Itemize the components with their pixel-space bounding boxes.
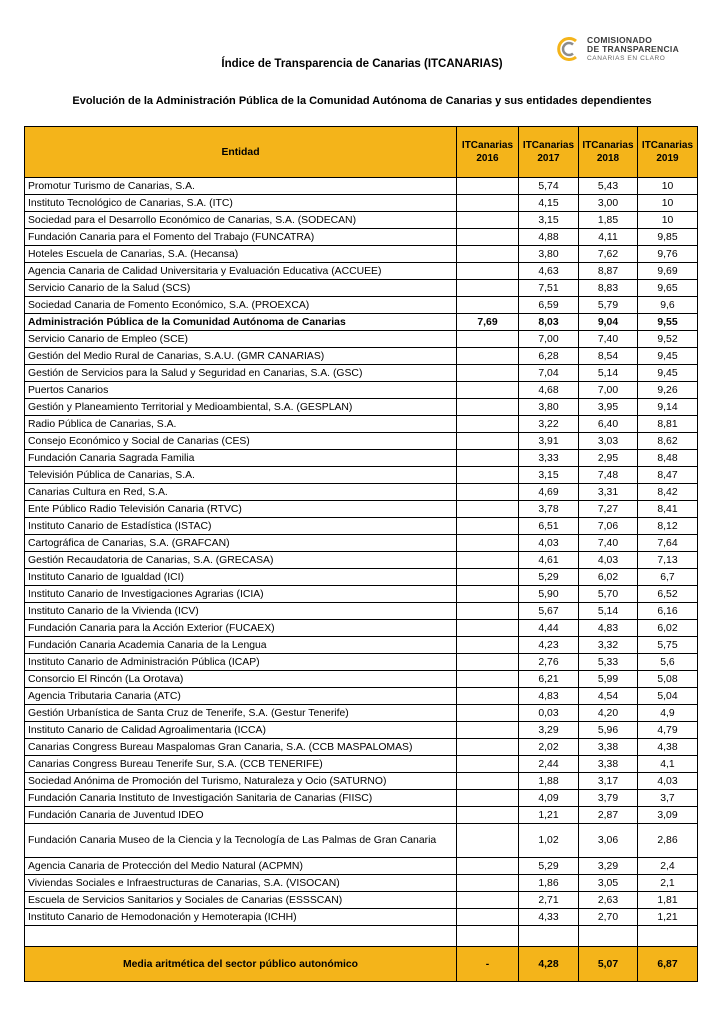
score-2017-cell: 5,29 xyxy=(519,858,579,875)
table-row xyxy=(25,569,698,586)
score-2017-cell: 5,90 xyxy=(519,586,579,603)
score-2018-cell: 3,17 xyxy=(579,773,638,790)
score-2018-cell: 7,00 xyxy=(579,382,638,399)
score-2018-cell: 7,48 xyxy=(579,467,638,484)
score-2019-cell: 9,45 xyxy=(638,365,698,382)
score-2019-cell: 9,45 xyxy=(638,348,698,365)
score-2018-cell: 4,11 xyxy=(579,229,638,246)
entity-cell: Canarias Congress Bureau Maspalomas Gran Canaria, S.A. (CCB MASPALOMAS) xyxy=(25,739,457,756)
column-header-2019 xyxy=(638,127,698,178)
score-2019-cell: 6,52 xyxy=(638,586,698,603)
entity-cell: Gestión Urbanística de Santa Cruz de Tenerife, S.A. (Gestur Tenerife) xyxy=(25,705,457,722)
score-2018-cell: 4,83 xyxy=(579,620,638,637)
entity-cell: Canarias Cultura en Red, S.A. xyxy=(25,484,457,501)
table-row xyxy=(25,246,698,263)
score-2018-cell: 6,02 xyxy=(579,569,638,586)
score-2019-cell: 8,47 xyxy=(638,467,698,484)
score-2018-cell: 2,95 xyxy=(579,450,638,467)
score-2018-cell: 5,70 xyxy=(579,586,638,603)
entity-cell: Sociedad Canaria de Fomento Económico, S.A. (PROEXCA) xyxy=(25,297,457,314)
score-2016-cell xyxy=(457,671,519,688)
table-row xyxy=(25,705,698,722)
score-2018-cell: 7,27 xyxy=(579,501,638,518)
score-2018-cell: 7,40 xyxy=(579,331,638,348)
score-2019-cell: 4,79 xyxy=(638,722,698,739)
score-2019-cell: 9,85 xyxy=(638,229,698,246)
entity-cell: Instituto Canario de Investigaciones Agrarias (ICIA) xyxy=(25,586,457,603)
score-2017-cell: 3,80 xyxy=(519,246,579,263)
table-row xyxy=(25,637,698,654)
footer-2019: 6,87 xyxy=(638,947,698,982)
score-2019-cell: 6,7 xyxy=(638,569,698,586)
entity-cell: Gestión y Planeamiento Territorial y Medioambiental, S.A. (GESPLAN) xyxy=(25,399,457,416)
score-2016-cell xyxy=(457,348,519,365)
score-2017-cell: 7,00 xyxy=(519,331,579,348)
score-2018-cell: 3,29 xyxy=(579,858,638,875)
spacer-cell xyxy=(25,926,457,947)
entity-cell: Radio Pública de Canarias, S.A. xyxy=(25,416,457,433)
score-2016-cell xyxy=(457,484,519,501)
score-2019-cell: 6,02 xyxy=(638,620,698,637)
score-2018-cell: 6,40 xyxy=(579,416,638,433)
entity-cell: Consejo Económico y Social de Canarias (CES) xyxy=(25,433,457,450)
score-2019-cell: 2,4 xyxy=(638,858,698,875)
score-2017-cell: 5,74 xyxy=(519,178,579,195)
document-subtitle: Evolución de la Administración Pública de la Comunidad Autónoma de Canarias y sus entidades dependientes xyxy=(72,95,652,107)
column-header-2019-line1: ITCanarias xyxy=(641,140,694,151)
score-2017-cell: 4,88 xyxy=(519,229,579,246)
entity-cell: Servicio Canario de la Salud (SCS) xyxy=(25,280,457,297)
table-footer-row xyxy=(25,947,698,982)
score-2019-cell: 6,16 xyxy=(638,603,698,620)
entity-cell: Escuela de Servicios Sanitarios y Sociales de Canarias (ESSSCAN) xyxy=(25,892,457,909)
entity-cell: Agencia Canaria de Calidad Universitaria y Evaluación Educativa (ACCUEE) xyxy=(25,263,457,280)
score-2019-cell: 5,08 xyxy=(638,671,698,688)
table-row xyxy=(25,382,698,399)
table-row xyxy=(25,229,698,246)
score-2016-cell xyxy=(457,416,519,433)
score-2017-cell: 5,29 xyxy=(519,569,579,586)
table-row xyxy=(25,467,698,484)
score-2019-cell: 10 xyxy=(638,212,698,229)
table-row xyxy=(25,212,698,229)
score-2018-cell: 3,00 xyxy=(579,195,638,212)
entity-cell: Promotur Turismo de Canarias, S.A. xyxy=(25,178,457,195)
score-2019-cell: 9,76 xyxy=(638,246,698,263)
score-2016-cell xyxy=(457,433,519,450)
score-2017-cell: 4,09 xyxy=(519,790,579,807)
entity-cell: Fundación Canaria Sagrada Familia xyxy=(25,450,457,467)
score-2018-cell: 4,03 xyxy=(579,552,638,569)
table-spacer-row xyxy=(25,926,698,947)
score-2018-cell: 5,14 xyxy=(579,603,638,620)
score-2019-cell: 8,42 xyxy=(638,484,698,501)
score-2017-cell: 6,21 xyxy=(519,671,579,688)
entity-cell: Gestión Recaudatoria de Canarias, S.A. (GRECASA) xyxy=(25,552,457,569)
score-2016-cell xyxy=(457,824,519,858)
column-header-2016 xyxy=(457,127,519,178)
score-2016-cell xyxy=(457,688,519,705)
column-header-2018-line2: 2018 xyxy=(596,153,620,164)
score-2019-cell: 5,04 xyxy=(638,688,698,705)
table-row xyxy=(25,688,698,705)
table-row xyxy=(25,858,698,875)
entity-cell: Instituto Canario de Calidad Agroalimentaria (ICCA) xyxy=(25,722,457,739)
score-2019-cell: 1,21 xyxy=(638,909,698,926)
entity-cell: Puertos Canarios xyxy=(25,382,457,399)
transparency-table xyxy=(24,126,698,982)
score-2017-cell: 2,02 xyxy=(519,739,579,756)
score-2018-cell: 8,83 xyxy=(579,280,638,297)
table-row xyxy=(25,586,698,603)
score-2016-cell xyxy=(457,450,519,467)
logo-line2: DE TRANSPARENCIA xyxy=(587,43,680,54)
score-2018-cell: 5,43 xyxy=(579,178,638,195)
entity-cell: Administración Pública de la Comunidad Autónoma de Canarias xyxy=(25,314,457,331)
footer-2018: 5,07 xyxy=(579,947,638,982)
score-2018-cell: 3,79 xyxy=(579,790,638,807)
table-row xyxy=(25,722,698,739)
score-2017-cell: 1,21 xyxy=(519,807,579,824)
table-row xyxy=(25,603,698,620)
score-2017-cell: 2,76 xyxy=(519,654,579,671)
score-2018-cell: 3,31 xyxy=(579,484,638,501)
score-2019-cell: 10 xyxy=(638,195,698,212)
score-2018-cell: 5,96 xyxy=(579,722,638,739)
score-2018-cell: 7,06 xyxy=(579,518,638,535)
table-row xyxy=(25,433,698,450)
score-2016-cell xyxy=(457,263,519,280)
score-2016-cell xyxy=(457,637,519,654)
spacer-cell xyxy=(579,926,638,947)
score-2019-cell: 8,81 xyxy=(638,416,698,433)
entity-cell: Fundación Canaria para el Fomento del Trabajo (FUNCATRA) xyxy=(25,229,457,246)
score-2019-cell: 9,14 xyxy=(638,399,698,416)
table-row xyxy=(25,297,698,314)
entity-cell: Instituto Canario de la Vivienda (ICV) xyxy=(25,603,457,620)
score-2018-cell: 5,14 xyxy=(579,365,638,382)
entity-cell: Instituto Tecnológico de Canarias, S.A. (ITC) xyxy=(25,195,457,212)
score-2017-cell: 4,23 xyxy=(519,637,579,654)
score-2018-cell: 8,54 xyxy=(579,348,638,365)
document-title: Índice de Transparencia de Canarias (ITCANARIAS) xyxy=(221,58,503,70)
entity-cell: Fundación Canaria para la Acción Exterior (FUCAEX) xyxy=(25,620,457,637)
score-2018-cell: 3,32 xyxy=(579,637,638,654)
score-2017-cell: 4,61 xyxy=(519,552,579,569)
score-2016-cell xyxy=(457,569,519,586)
score-2019-cell: 3,09 xyxy=(638,807,698,824)
score-2018-cell: 1,85 xyxy=(579,212,638,229)
score-2018-cell: 7,40 xyxy=(579,535,638,552)
table-header-row xyxy=(25,127,698,178)
score-2018-cell: 7,62 xyxy=(579,246,638,263)
score-2019-cell: 7,13 xyxy=(638,552,698,569)
table-row xyxy=(25,348,698,365)
score-2016-cell xyxy=(457,552,519,569)
entity-cell: Fundación Canaria de Juventud IDEO xyxy=(25,807,457,824)
table-row xyxy=(25,331,698,348)
score-2017-cell: 4,63 xyxy=(519,263,579,280)
score-2018-cell: 2,87 xyxy=(579,807,638,824)
table-row xyxy=(25,892,698,909)
score-2019-cell: 5,75 xyxy=(638,637,698,654)
score-2018-cell: 3,95 xyxy=(579,399,638,416)
score-2016-cell xyxy=(457,620,519,637)
score-2016-cell xyxy=(457,331,519,348)
score-2019-cell: 5,6 xyxy=(638,654,698,671)
entity-cell: Gestión de Servicios para la Salud y Seguridad en Canarias, S.A. (GSC) xyxy=(25,365,457,382)
score-2017-cell: 3,80 xyxy=(519,399,579,416)
entity-cell: Instituto Canario de Hemodonación y Hemoterapia (ICHH) xyxy=(25,909,457,926)
score-2019-cell: 9,69 xyxy=(638,263,698,280)
score-2017-cell: 4,44 xyxy=(519,620,579,637)
entity-cell: Instituto Canario de Igualdad (ICI) xyxy=(25,569,457,586)
footer-2017: 4,28 xyxy=(519,947,579,982)
score-2016-cell xyxy=(457,212,519,229)
score-2016-cell xyxy=(457,705,519,722)
score-2017-cell: 4,68 xyxy=(519,382,579,399)
score-2017-cell: 4,83 xyxy=(519,688,579,705)
score-2016-cell xyxy=(457,790,519,807)
table-row xyxy=(25,518,698,535)
entity-cell: Fundación Canaria Academia Canaria de la Lengua xyxy=(25,637,457,654)
entity-cell: Viviendas Sociales e Infraestructuras de Canarias, S.A. (VISOCAN) xyxy=(25,875,457,892)
score-2019-cell: 4,03 xyxy=(638,773,698,790)
table-body xyxy=(25,178,698,926)
score-2018-cell: 3,03 xyxy=(579,433,638,450)
score-2017-cell: 3,15 xyxy=(519,467,579,484)
score-2016-cell xyxy=(457,246,519,263)
score-2017-cell: 7,04 xyxy=(519,365,579,382)
score-2018-cell: 9,04 xyxy=(579,314,638,331)
score-2017-cell: 4,15 xyxy=(519,195,579,212)
table-row xyxy=(25,739,698,756)
score-2019-cell: 8,41 xyxy=(638,501,698,518)
table-row xyxy=(25,178,698,195)
entity-cell: Agencia Tributaria Canaria (ATC) xyxy=(25,688,457,705)
score-2019-cell: 10 xyxy=(638,178,698,195)
score-2017-cell: 6,51 xyxy=(519,518,579,535)
score-2016-cell: 7,69 xyxy=(457,314,519,331)
score-2016-cell xyxy=(457,280,519,297)
table-row xyxy=(25,654,698,671)
entity-cell: Televisión Pública de Canarias, S.A. xyxy=(25,467,457,484)
score-2017-cell: 1,02 xyxy=(519,824,579,858)
spacer-cell xyxy=(638,926,698,947)
table-row xyxy=(25,450,698,467)
score-2016-cell xyxy=(457,739,519,756)
table-row xyxy=(25,416,698,433)
score-2017-cell: 5,67 xyxy=(519,603,579,620)
score-2016-cell xyxy=(457,603,519,620)
entity-cell: Fundación Canaria Museo de la Ciencia y la Tecnología de Las Palmas de Gran Canaria xyxy=(25,824,457,858)
score-2018-cell: 4,54 xyxy=(579,688,638,705)
score-2019-cell: 3,7 xyxy=(638,790,698,807)
score-2017-cell: 3,15 xyxy=(519,212,579,229)
table-row xyxy=(25,620,698,637)
score-2017-cell: 1,88 xyxy=(519,773,579,790)
score-2016-cell xyxy=(457,756,519,773)
score-2017-cell: 4,69 xyxy=(519,484,579,501)
score-2018-cell: 2,63 xyxy=(579,892,638,909)
score-2017-cell: 3,91 xyxy=(519,433,579,450)
score-2017-cell: 3,78 xyxy=(519,501,579,518)
score-2016-cell xyxy=(457,909,519,926)
score-2017-cell: 4,03 xyxy=(519,535,579,552)
score-2018-cell: 2,70 xyxy=(579,909,638,926)
score-2016-cell xyxy=(457,773,519,790)
score-2019-cell: 2,1 xyxy=(638,875,698,892)
entity-cell: Ente Público Radio Televisión Canaria (RTVC) xyxy=(25,501,457,518)
entity-cell: Gestión del Medio Rural de Canarias, S.A.U. (GMR CANARIAS) xyxy=(25,348,457,365)
column-header-entity: Entidad xyxy=(25,127,457,178)
score-2017-cell: 6,59 xyxy=(519,297,579,314)
entity-cell: Sociedad para el Desarrollo Económico de Canarias, S.A. (SODECAN) xyxy=(25,212,457,229)
score-2016-cell xyxy=(457,195,519,212)
table-row xyxy=(25,484,698,501)
score-2016-cell xyxy=(457,858,519,875)
table-row xyxy=(25,535,698,552)
score-2017-cell: 3,29 xyxy=(519,722,579,739)
entity-cell: Servicio Canario de Empleo (SCE) xyxy=(25,331,457,348)
column-header-2016-line2: 2016 xyxy=(476,153,499,164)
table-row xyxy=(25,314,698,331)
score-2018-cell: 3,38 xyxy=(579,739,638,756)
table-row xyxy=(25,501,698,518)
score-2016-cell xyxy=(457,654,519,671)
score-2016-cell xyxy=(457,586,519,603)
score-2018-cell: 5,79 xyxy=(579,297,638,314)
table-row xyxy=(25,365,698,382)
score-2019-cell: 2,86 xyxy=(638,824,698,858)
logo-line3: CANARIAS EN CLARO xyxy=(587,54,666,62)
entity-cell: Instituto Canario de Estadística (ISTAC) xyxy=(25,518,457,535)
table-row xyxy=(25,909,698,926)
table-row xyxy=(25,824,698,858)
entity-cell: Canarias Congress Bureau Tenerife Sur, S.A. (CCB TENERIFE) xyxy=(25,756,457,773)
column-header-2017 xyxy=(519,127,579,178)
table-row xyxy=(25,195,698,212)
score-2016-cell xyxy=(457,518,519,535)
logo-line1: COMISIONADO xyxy=(587,34,653,45)
column-header-2016-line1: ITCanarias xyxy=(461,140,514,151)
score-2019-cell: 1,81 xyxy=(638,892,698,909)
score-2019-cell: 4,9 xyxy=(638,705,698,722)
score-2016-cell xyxy=(457,892,519,909)
column-header-2017-line1: ITCanarias xyxy=(522,140,575,151)
score-2017-cell: 1,86 xyxy=(519,875,579,892)
score-2017-cell: 3,22 xyxy=(519,416,579,433)
score-2019-cell: 9,65 xyxy=(638,280,698,297)
score-2018-cell: 5,33 xyxy=(579,654,638,671)
entity-cell: Agencia Canaria de Protección del Medio Natural (ACPMN) xyxy=(25,858,457,875)
score-2019-cell: 9,26 xyxy=(638,382,698,399)
table-row xyxy=(25,671,698,688)
score-2016-cell xyxy=(457,467,519,484)
table-row xyxy=(25,399,698,416)
spacer-cell xyxy=(457,926,519,947)
score-2017-cell: 4,33 xyxy=(519,909,579,926)
score-2019-cell: 9,52 xyxy=(638,331,698,348)
score-2017-cell: 2,44 xyxy=(519,756,579,773)
column-header-2018 xyxy=(579,127,638,178)
table-row xyxy=(25,773,698,790)
score-2019-cell: 8,12 xyxy=(638,518,698,535)
table-row xyxy=(25,875,698,892)
score-2016-cell xyxy=(457,501,519,518)
score-2019-cell: 8,62 xyxy=(638,433,698,450)
score-2018-cell: 3,06 xyxy=(579,824,638,858)
score-2016-cell xyxy=(457,229,519,246)
table-row xyxy=(25,807,698,824)
score-2016-cell xyxy=(457,399,519,416)
footer-label: Media aritmética del sector público autonómico xyxy=(25,947,457,982)
entity-cell: Hoteles Escuela de Canarias, S.A. (Hecansa) xyxy=(25,246,457,263)
table-row xyxy=(25,756,698,773)
table-row xyxy=(25,552,698,569)
score-2018-cell: 4,20 xyxy=(579,705,638,722)
score-2018-cell: 3,38 xyxy=(579,756,638,773)
score-2016-cell xyxy=(457,535,519,552)
table-row xyxy=(25,280,698,297)
score-2019-cell: 8,48 xyxy=(638,450,698,467)
spacer-cell xyxy=(519,926,579,947)
table-row xyxy=(25,263,698,280)
score-2017-cell: 6,28 xyxy=(519,348,579,365)
score-2017-cell: 0,03 xyxy=(519,705,579,722)
entity-cell: Cartográfica de Canarias, S.A. (GRAFCAN) xyxy=(25,535,457,552)
score-2019-cell: 9,6 xyxy=(638,297,698,314)
column-header-2017-line2: 2017 xyxy=(537,153,560,164)
score-2018-cell: 3,05 xyxy=(579,875,638,892)
column-header-2019-line2: 2019 xyxy=(656,153,679,164)
score-2017-cell: 2,71 xyxy=(519,892,579,909)
footer-2016: - xyxy=(457,947,519,982)
table-row xyxy=(25,790,698,807)
entity-cell: Instituto Canario de Administración Pública (ICAP) xyxy=(25,654,457,671)
score-2016-cell xyxy=(457,382,519,399)
score-2017-cell: 3,33 xyxy=(519,450,579,467)
score-2018-cell: 8,87 xyxy=(579,263,638,280)
entity-cell: Consorcio El Rincón (La Orotava) xyxy=(25,671,457,688)
score-2016-cell xyxy=(457,875,519,892)
column-header-2018-line1: ITCanarias xyxy=(582,140,634,151)
score-2019-cell: 9,55 xyxy=(638,314,698,331)
score-2016-cell xyxy=(457,365,519,382)
score-2019-cell: 7,64 xyxy=(638,535,698,552)
score-2016-cell xyxy=(457,722,519,739)
score-2019-cell: 4,38 xyxy=(638,739,698,756)
score-2016-cell xyxy=(457,178,519,195)
score-2016-cell xyxy=(457,297,519,314)
entity-cell: Fundación Canaria Instituto de Investigación Sanitaria de Canarias (FIISC) xyxy=(25,790,457,807)
score-2017-cell: 8,03 xyxy=(519,314,579,331)
score-2017-cell: 7,51 xyxy=(519,280,579,297)
score-2018-cell: 5,99 xyxy=(579,671,638,688)
score-2019-cell: 4,1 xyxy=(638,756,698,773)
score-2016-cell xyxy=(457,807,519,824)
entity-cell: Sociedad Anónima de Promoción del Turismo, Naturaleza y Ocio (SATURNO) xyxy=(25,773,457,790)
